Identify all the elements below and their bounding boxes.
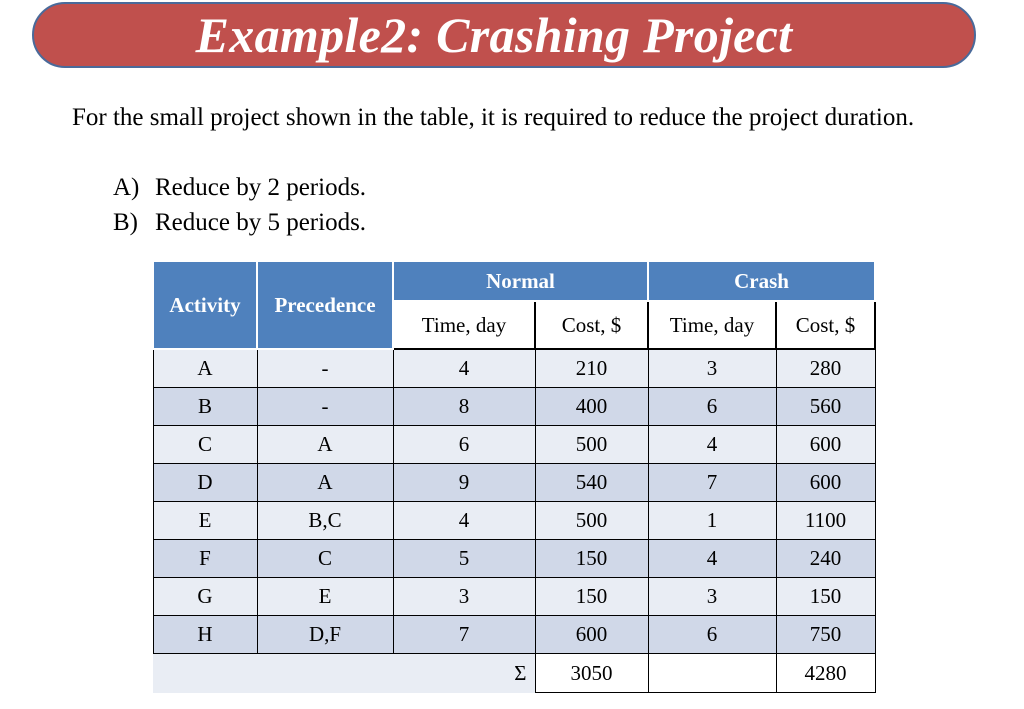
cell-activity: D <box>153 464 257 502</box>
crashing-table <box>152 260 876 693</box>
cell-normal-time: 6 <box>393 426 535 464</box>
cell-activity: E <box>153 502 257 540</box>
page-title: Example2: Crashing Project <box>195 7 793 63</box>
cell-normal-cost: 540 <box>535 464 648 502</box>
cell-normal-time: 7 <box>393 616 535 654</box>
cell-precedence: B,C <box>257 502 393 540</box>
table-row <box>153 349 875 388</box>
table-row <box>153 502 875 540</box>
header-normal: Normal <box>393 261 648 301</box>
cell-activity: B <box>153 388 257 426</box>
total-symbol: Σ <box>393 654 535 693</box>
cell-crash-time: 4 <box>648 426 776 464</box>
cell-precedence: D,F <box>257 616 393 654</box>
cell-precedence: A <box>257 426 393 464</box>
cell-crash-time: 7 <box>648 464 776 502</box>
cell-activity: F <box>153 540 257 578</box>
table-row <box>153 540 875 578</box>
cell-normal-time: 5 <box>393 540 535 578</box>
cell-crash-cost: 240 <box>776 540 875 578</box>
total-crash-time <box>648 654 776 693</box>
cell-crash-time: 3 <box>648 349 776 388</box>
cell-crash-time: 3 <box>648 578 776 616</box>
total-blank <box>153 654 393 693</box>
header-normal-time: Time, day <box>393 301 535 349</box>
cell-crash-time: 1 <box>648 502 776 540</box>
table-row <box>153 388 875 426</box>
cell-activity: A <box>153 349 257 388</box>
header-crash-cost: Cost, $ <box>776 301 875 349</box>
cell-normal-cost: 600 <box>535 616 648 654</box>
option-b-letter: B) <box>113 209 138 236</box>
cell-crash-cost: 1100 <box>776 502 875 540</box>
option-b-text: Reduce by 5 periods. <box>155 209 367 236</box>
header-activity: Activity <box>153 261 257 349</box>
cell-crash-time: 4 <box>648 540 776 578</box>
cell-normal-cost: 400 <box>535 388 648 426</box>
intro-text: For the small project shown in the table, it is required to reduce the project duration. <box>72 104 915 131</box>
header-crash: Crash <box>648 261 875 301</box>
header-precedence: Precedence <box>257 261 393 349</box>
table-row <box>153 616 875 654</box>
cell-normal-cost: 150 <box>535 540 648 578</box>
header-crash-time: Time, day <box>648 301 776 349</box>
cell-crash-cost: 150 <box>776 578 875 616</box>
option-a-text: Reduce by 2 periods. <box>155 174 367 201</box>
cell-precedence: E <box>257 578 393 616</box>
title-banner <box>32 2 976 68</box>
total-normal-cost: 3050 <box>535 654 648 693</box>
table-row <box>153 464 875 502</box>
cell-precedence: - <box>257 388 393 426</box>
cell-crash-time: 6 <box>648 616 776 654</box>
option-a-letter: A) <box>113 174 140 201</box>
cell-activity: H <box>153 616 257 654</box>
table-row <box>153 578 875 616</box>
table-row <box>153 426 875 464</box>
cell-crash-cost: 600 <box>776 464 875 502</box>
option-a <box>113 170 366 205</box>
cell-activity: C <box>153 426 257 464</box>
cell-precedence: - <box>257 349 393 388</box>
cell-normal-cost: 500 <box>535 426 648 464</box>
cell-normal-time: 3 <box>393 578 535 616</box>
option-b <box>113 205 366 240</box>
cell-crash-time: 6 <box>648 388 776 426</box>
cell-crash-cost: 600 <box>776 426 875 464</box>
header-normal-cost: Cost, $ <box>535 301 648 349</box>
cell-precedence: C <box>257 540 393 578</box>
cell-normal-time: 4 <box>393 502 535 540</box>
cell-normal-time: 8 <box>393 388 535 426</box>
cell-activity: G <box>153 578 257 616</box>
cell-normal-cost: 210 <box>535 349 648 388</box>
total-crash-cost: 4280 <box>776 654 875 693</box>
total-row <box>153 654 875 693</box>
cell-normal-cost: 150 <box>535 578 648 616</box>
cell-crash-cost: 750 <box>776 616 875 654</box>
cell-normal-time: 9 <box>393 464 535 502</box>
cell-crash-cost: 280 <box>776 349 875 388</box>
cell-normal-time: 4 <box>393 349 535 388</box>
cell-normal-cost: 500 <box>535 502 648 540</box>
cell-precedence: A <box>257 464 393 502</box>
cell-crash-cost: 560 <box>776 388 875 426</box>
